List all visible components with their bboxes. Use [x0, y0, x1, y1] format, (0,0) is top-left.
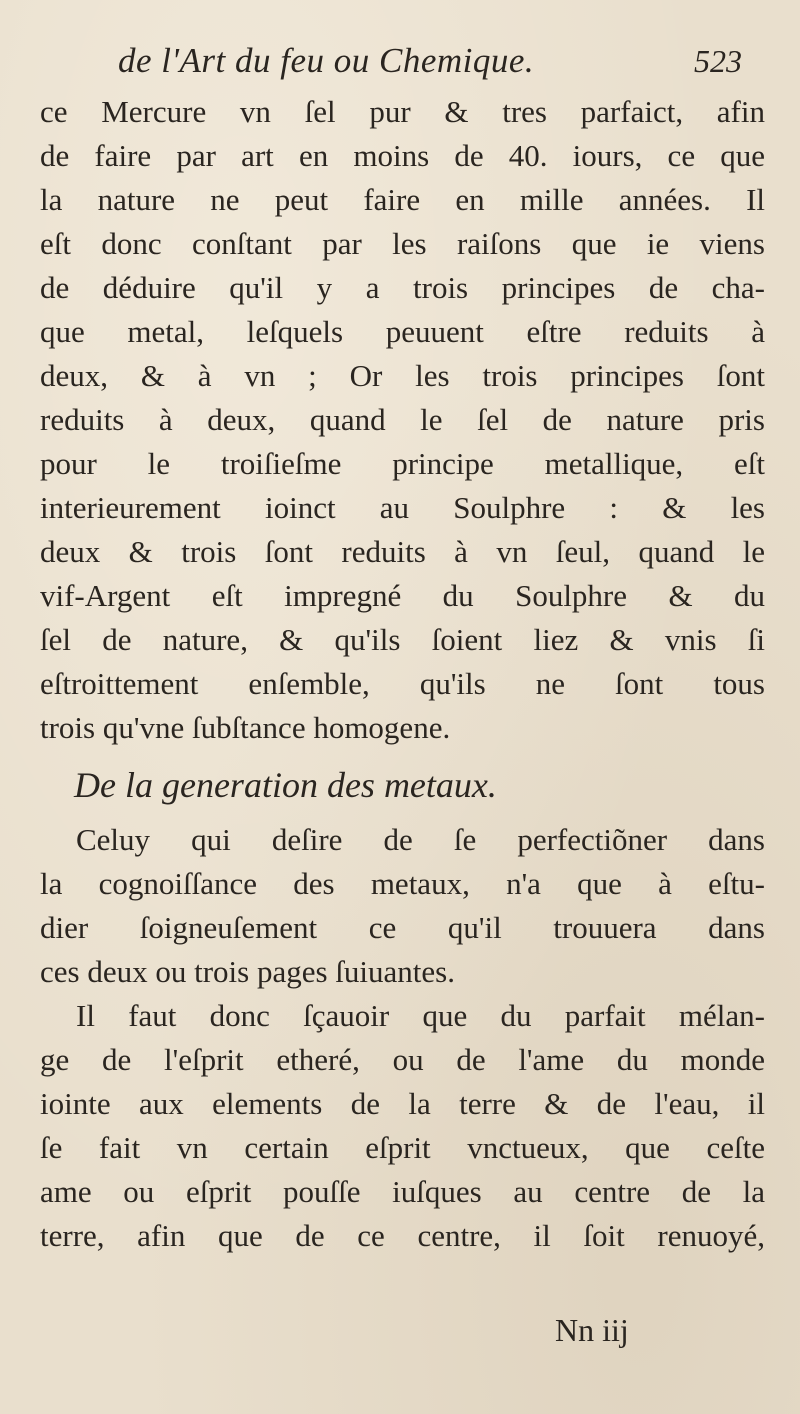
section-heading: De la generation des metaux. — [74, 765, 497, 805]
text-line: de faire par art en moins de 40. iours, ce que — [40, 138, 765, 173]
text-line: vif-Argent eſt impregné du Soulphre & du — [40, 578, 765, 613]
page-number: 523 — [694, 43, 742, 79]
running-title: de l'Art du feu ou Chemique. — [118, 41, 535, 80]
text-line: que metal, leſquels peuuent eſtre reduits à — [40, 314, 765, 349]
text-line: eſt donc conſtant par les raiſons que ie viens — [40, 226, 765, 261]
text-line: Celuy qui deſire de ſe perfectiõner dans — [76, 822, 765, 857]
signature-mark: Nn iij — [555, 1312, 629, 1348]
text-line: ces deux ou trois pages ſuiuantes. — [40, 954, 455, 989]
text-line: dier ſoigneuſement ce qu'il trouuera dans — [40, 910, 765, 945]
paragraph-continuation — [40, 90, 765, 750]
text-line: ce Mercure vn ſel pur & tres parfaict, afin — [40, 94, 765, 129]
page-header — [0, 36, 800, 86]
text-line: deux, & à vn ; Or les trois principes ſont — [40, 358, 765, 393]
text-line: iointe aux elements de la terre & de l'eau, il — [40, 1086, 765, 1121]
body-text — [40, 90, 765, 1258]
text-line: deux & trois ſont reduits à vn ſeul, quand le — [40, 534, 765, 569]
text-line: interieurement ioinct au Soulphre : & les — [40, 490, 765, 525]
text-line: trois qu'vne ſubſtance homogene. — [40, 710, 451, 745]
text-line: ſel de nature, & qu'ils ſoient liez & vnis ſi — [40, 622, 765, 657]
paragraph-generation — [40, 994, 765, 1258]
paragraph-intro — [40, 818, 765, 994]
text-line: terre, afin que de ce centre, il ſoit renuoyé, — [40, 1218, 765, 1253]
text-line: de déduire qu'il y a trois principes de cha- — [40, 270, 765, 305]
text-line: ame ou eſprit pouſſe iuſques au centre de la — [40, 1174, 765, 1209]
text-line: reduits à deux, quand le ſel de nature pris — [40, 402, 765, 437]
text-line: ſe fait vn certain eſprit vnctueux, que ceſte — [40, 1130, 765, 1165]
text-line: la cognoiſſance des metaux, n'a que à eſtu- — [40, 866, 765, 901]
text-line: la nature ne peut faire en mille années. Il — [40, 182, 765, 217]
text-line: eſtroittement enſemble, qu'ils ne ſont tous — [40, 666, 765, 701]
text-line: ge de l'eſprit etheré, ou de l'ame du monde — [40, 1042, 765, 1077]
text-line: pour le troiſieſme principe metallique, eſt — [40, 446, 765, 481]
text-line: Il faut donc ſçauoir que du parfait mélan- — [76, 998, 765, 1033]
